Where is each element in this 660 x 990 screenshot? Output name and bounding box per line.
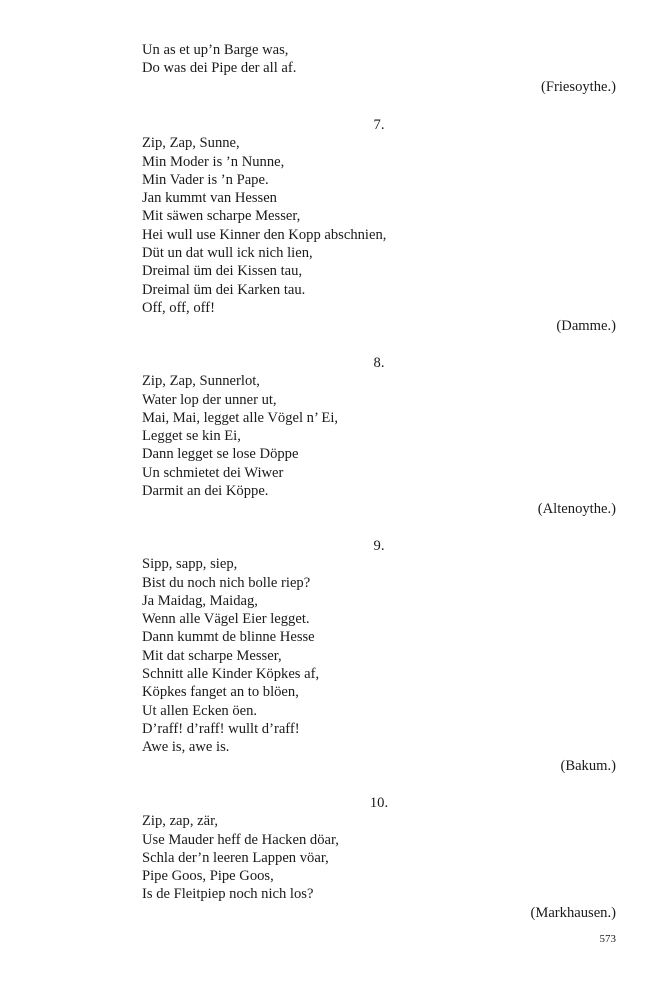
verse-line: Mit säwen scharpe Messer, — [142, 208, 301, 225]
verse-line: Use Mauder heff de Hacken döar, — [142, 831, 339, 848]
verse-line: Ut allen Ecken öen. — [142, 702, 258, 719]
poem-9 — [142, 537, 616, 775]
verse-line: Schla der’n leeren Lappen vöar, — [142, 849, 329, 866]
verse-line: Do was dei Pipe der all af. — [142, 60, 297, 77]
poem-8 — [142, 354, 616, 519]
verse-line: Pipe Goos, Pipe Goos, — [142, 868, 274, 885]
verse-line: Wenn alle Vägel Eier legget. — [142, 611, 310, 628]
verse-line: Schnitt alle Kinder Köpkes af, — [142, 666, 320, 683]
verse-line: Water lop der unner ut, — [142, 391, 277, 408]
poem-number: 10. — [369, 795, 389, 811]
verse-line: Düt un dat wull ick nich lien, — [142, 245, 313, 262]
verse-line: Dann kummt de blinne Hesse — [142, 629, 315, 646]
verse-line: Hei wull use Kinner den Kopp abschnien, — [142, 226, 387, 243]
place-attribution: (Altenoythe.) — [537, 501, 616, 518]
poem-7 — [142, 116, 616, 336]
verse-line: Zip, zap, zär, — [142, 813, 218, 830]
verse-line: Awe is, awe is. — [142, 739, 230, 756]
poem-number: 7. — [373, 117, 385, 133]
verse-line: Köpkes fanget an to blöen, — [142, 684, 299, 701]
verse-line: Zip, Zap, Sunnerlot, — [142, 373, 260, 390]
verse-line: Ja Maidag, Maidag, — [142, 592, 258, 609]
verse-line: Dreimal üm dei Karken tau. — [142, 281, 306, 298]
verse-line: Bist du noch nich bolle riep? — [142, 574, 311, 591]
verse-line: Min Vader is ’n Pape. — [142, 171, 269, 188]
verse-line: Mai, Mai, legget alle Vögel n’ Ei, — [142, 409, 339, 426]
verse-line: Dreimal üm dei Kissen tau, — [142, 263, 303, 280]
poem-number: 8. — [373, 355, 385, 371]
verse-line: Sipp, sapp, siep, — [142, 556, 238, 573]
verse-line: Un as et up’n Barge was, — [142, 42, 289, 58]
verse-line: Darmit an dei Köppe. — [142, 483, 269, 500]
verse-line: Dann legget se lose Döppe — [142, 446, 299, 463]
place-attribution: (Markhausen.) — [530, 904, 616, 921]
poem-10 — [142, 794, 616, 922]
verse-line: Is de Fleitpiep noch nich los? — [142, 886, 314, 903]
page-number: 573 — [599, 933, 616, 945]
verse-line: D’raff! d’raff! wullt d’raff! — [142, 720, 300, 737]
place-attribution: (Friesoythe.) — [541, 78, 616, 95]
poem-number: 9. — [373, 538, 385, 554]
verse-line: Legget se kin Ei, — [142, 428, 241, 445]
verse-line: Zip, Zap, Sunne, — [142, 135, 240, 152]
place-attribution: (Bakum.) — [560, 757, 616, 774]
verse-line: Mit dat scharpe Messer, — [142, 647, 282, 664]
verse-line: Jan kummt van Hessen — [142, 190, 277, 207]
verse-line: Off, off, off! — [142, 299, 215, 316]
opening-verse — [142, 41, 616, 96]
verse-line: Un schmietet dei Wiwer — [142, 464, 284, 481]
place-attribution: (Damme.) — [556, 318, 616, 335]
verse-line: Min Moder is ’n Nunne, — [142, 153, 285, 170]
